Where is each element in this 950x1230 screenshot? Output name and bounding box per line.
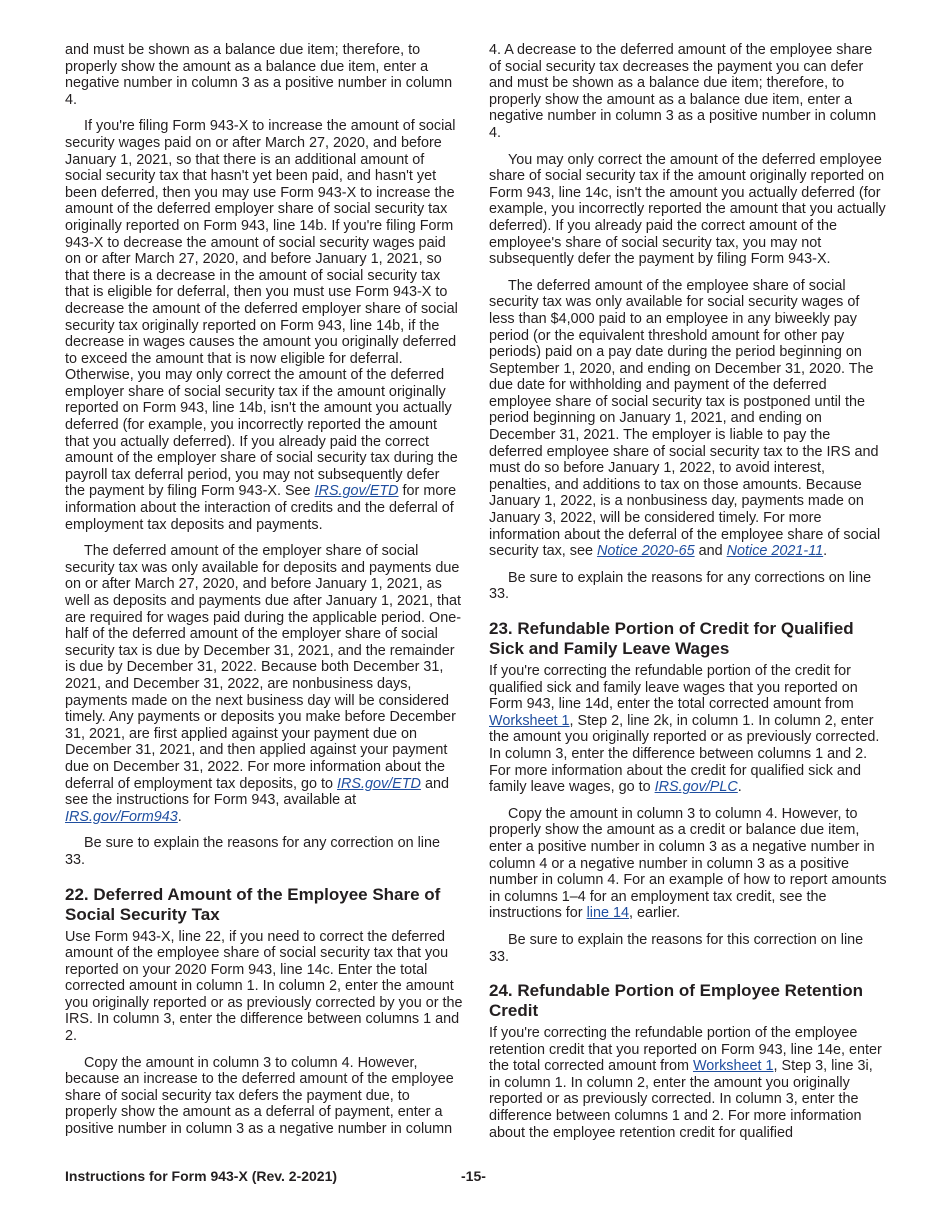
- paragraph: Copy the amount in column 3 to column 4. However, because an increase to the deferred amount of the employee share of social security tax defers the payment due, to properly show the amount as a deferral of payment, enter a positive number in column 3 as a negative number in column: [65, 1054, 454, 1138]
- irs-plc-link[interactable]: IRS.gov/PLC: [654, 779, 738, 796]
- left-column: [65, 42, 463, 1148]
- paragraph-text: and: [698, 543, 723, 560]
- right-column: [489, 42, 887, 1151]
- section-heading-22: 22. Deferred Amount of the Employee Share of Social Security Tax: [65, 884, 441, 924]
- section-heading-23: 23. Refundable Portion of Credit for Qualified Sick and Family Leave Wages: [489, 619, 854, 658]
- worksheet-1-link[interactable]: Worksheet 1: [489, 712, 570, 729]
- paragraph: [489, 1025, 887, 1141]
- worksheet-1-link[interactable]: Worksheet 1: [692, 1058, 774, 1075]
- paragraph-text: Copy the amount in column 3 to column 4. However, to properly show the amount as a credit or balance due item, enter a positive number in column 3 as a negative number in column 4 or a negative number in column 3 as a positive number in column 4. For an example of how to report amounts in columns 1–4 for an employment tax credit, see the instructions for: [489, 805, 887, 922]
- paragraph: [489, 663, 887, 796]
- paragraph: 4. A decrease to the deferred amount of the employee share of social security tax decreases the payment you can defer and must be shown as a balance due item; therefore, to properly show the amount as a balance due item, enter a negative number in column 3 as a positive number in column 4.: [489, 42, 877, 141]
- irs-etd-link[interactable]: IRS.gov/ETD: [314, 483, 399, 500]
- paragraph-text: , Step 3, line 3i, in column 1. In column 2, enter the amount you originally reported or as previously corrected. In column 3, enter the difference between columns 1 and 2. For more information about the employee retention credit for qualified: [489, 1058, 873, 1141]
- footer-form-title: Instructions for Form 943-X (Rev. 2-2021): [65, 1168, 338, 1184]
- paragraph: Use Form 943-X, line 22, if you need to correct the deferred amount of the employee share of social security tax that you reported on your 2020 Form 943, line 14c. Enter the total corrected amount in column 1. In column 2, enter the amount you originally reported or as previously corrected by you or the IRS. In column 3, enter the difference between columns 1 and 2.: [65, 928, 463, 1045]
- paragraph-text: , earlier.: [628, 905, 681, 922]
- paragraph-text: , Step 2, line 2k, in column 1. In column 2, enter the amount you originally reported or as previously corrected. In column 3, enter the difference between columns 1 and 2. For more information about the credit for qualified sick and family leave wages, go to: [489, 712, 880, 796]
- irs-etd-link[interactable]: IRS.gov/ETD: [336, 775, 421, 792]
- paragraph: [489, 806, 887, 922]
- paragraph-text: .: [823, 543, 828, 560]
- paragraph-text: The deferred amount of the employee share of social security tax was only available for social security wages of less than $4,000 paid to an employee in any biweekly pay period (or the equivalent threshold amount for other pay periods) paid on a pay date during the period beginning on September 1, 2020, and ending on December 31, 2020. The due date for withholding and payment of the deferred employee share of social security tax is postponed until the period beginning on January 1, 2021, and ending on December 31, 2021. The employer is liable to pay the deferred employee share of social security tax to the IRS and must do so before January 1, 2022, to avoid interest, penalties, and additions to tax on those amounts. Because January 1, 2022, is a nonbusiness day, payments made on January 3, 2022, will be considered timely. For more information about the deferral of the employee share of social security tax, see: [489, 277, 881, 560]
- notice-2020-65-link[interactable]: Notice 2020-65: [596, 543, 695, 560]
- paragraph-text: for more information about the interaction of credits and the deferral of employment tax deposits and payments.: [65, 483, 457, 533]
- paragraph: Be sure to explain the reasons for any correction on line 33.: [65, 835, 440, 868]
- paragraph: Be sure to explain the reasons for this correction on line 33.: [489, 931, 864, 965]
- paragraph-text: The deferred amount of the employer share of social security tax was only available for deposits and payments due on or after March 27, 2020, and before January 1, 2021, as well as deposits and payments due after January 1, 2021, that are required for wages paid during the applicable period. One-half of the deferred amount of the employer share of social security tax is due by December 31, 2021, and the remainder is due by December 31, 2022. Because both December 31, 2021, and December 31, 2022, are nonbusiness days, payments made on the next business day will be considered timely. Any payments or deposits you make before December 31, 2021, are first applied against your payment due on December 31, 2021, and then applied against your payment due on December 31, 2022. For more information about the deferral of employment tax deposits, go to: [65, 543, 461, 792]
- paragraph-text: .: [737, 779, 742, 796]
- paragraph: You may only correct the amount of the deferred employee share of social security tax if the amount originally reported on Form 943, line 14c, isn't the amount you actually deferred (for example, you incorrectly reported the amount that you actually deferred). If you already paid the correct amount of the employee's share of social security tax, you may not subsequently defer the payment by filing Form 943-X.: [489, 151, 886, 268]
- line-14-link[interactable]: line 14: [586, 905, 629, 922]
- paragraph-text: If you're filing Form 943-X to increase the amount of social security wages paid on or after March 27, 2020, and before January 1, 2021, so that there is an additional amount of social security tax that hasn't yet been paid, and hasn't yet been deferred, then you may use Form 943-X to increase the amount of the deferred employer share of social security tax originally reported on Form 943, line 14b. If you're filing Form 943-X to decrease the amount of social security wages paid on or after March 27, 2020, and before January 1, 2021, so that there is a decrease in the amount of social security tax that is eligible for deferral, then you must use Form 943-X to decrease the amount of the deferred employer share of social security tax originally reported on Form 943, line 14b, if the decrease in wages causes the amount you originally deferred to exceed the amount that is now eligible for deferral. Otherwise, you may only correct the amount of the deferred employer share of social security tax if the amount originally reported on Form 943, line 14b, isn't the amount you actually deferred (for example, you incorrectly reported the amount that you actually deferred). If you already paid the correct amount of the employer share of social security tax during the payroll tax deferral period, you may not subsequently defer the payment by filing Form 943-X. See: [65, 118, 458, 500]
- paragraph: and must be shown as a balance due item; therefore, to properly show the amount as a balance due item, enter a negative number in column 3 as a positive number in column 4.: [65, 42, 453, 108]
- paragraph: Be sure to explain the reasons for any corrections on line 33.: [489, 569, 872, 603]
- paragraph-text: If you're correcting the refundable portion of the employee retention credit that you reported on Form 943, line 14e, enter the total corrected amount from: [489, 1025, 882, 1075]
- paragraph: [489, 278, 887, 560]
- paragraph: [65, 118, 463, 533]
- page-number: -15-: [461, 1168, 486, 1184]
- paragraph-text: and see the instructions for Form 943, available at: [65, 775, 449, 809]
- paragraph-text: .: [177, 808, 182, 825]
- notice-2021-11-link[interactable]: Notice 2021-11: [726, 543, 824, 560]
- paragraph-text: If you're correcting the refundable portion of the credit for qualified sick and family leave wages that you reported on Form 943, line 14d, enter the total corrected amount from: [489, 663, 858, 713]
- paragraph: [65, 543, 463, 825]
- section-heading-24: 24. Refundable Portion of Employee Retention Credit: [489, 981, 864, 1021]
- irs-form943-link[interactable]: IRS.gov/Form943: [65, 808, 178, 825]
